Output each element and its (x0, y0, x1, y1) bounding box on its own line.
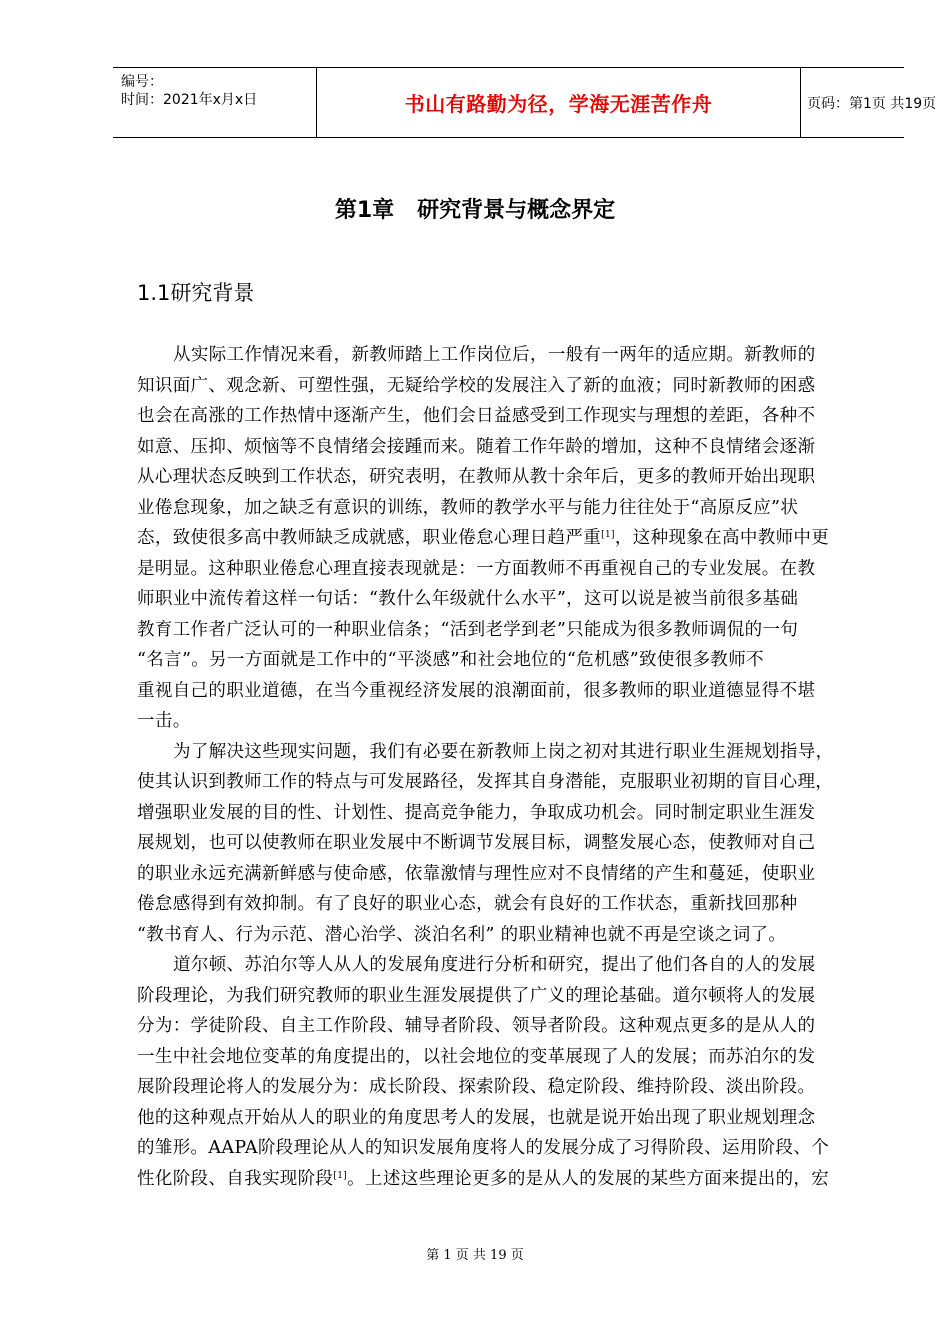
body-line-text: 倦怠感得到有效抑制。有了良好的职业心态，就会有良好的工作状态，重新找回那种 (137, 894, 798, 914)
body-line-text: 使其认识到教师工作的特点与可发展路径，发挥其自身潜能，克服职业初期的盲目心理， (137, 772, 834, 792)
body-line (137, 584, 883, 615)
body-line-text: 的职业永远充满新鲜感与使命感，依靠激情与理性应对不良情绪的产生和蔓延，使职业 (137, 863, 816, 884)
body-line-text: 道尔顿、苏泊尔等人从人的发展角度进行分析和研究，提出了他们各自的人的发展 (173, 955, 816, 975)
body-line-text: 如意、压抑、烦恼等不良情绪会接踵而来。随着工作年龄的增加，这种不良情绪会逐渐 (137, 436, 816, 457)
body-line-text: “教书育人、行为示范、潜心治学、淡泊名利” 的职业精神也就不再是空谈之词了。 (137, 924, 787, 945)
body-line (137, 706, 883, 737)
document-number-label: 编号： (121, 74, 163, 90)
body-line (137, 1103, 883, 1134)
body-line-text: 展规划，也可以使教师在职业发展中不断调节发展目标，调整发展心态，使教师对自己 (137, 833, 816, 853)
body-line (137, 920, 883, 951)
body-line (137, 950, 883, 981)
body-text (137, 340, 883, 1194)
body-line-text: 业倦怠现象，加之缺乏有意识的训练，教师的教学水平与能力往往处于“高原反应”状 (137, 497, 799, 518)
body-line (137, 340, 883, 371)
body-line-text: 教育工作者广泛认可的一种职业信条；“活到老学到老”只能成为很多教师调侃的一句 (137, 619, 799, 640)
body-line-text: “名言”。另一方面就是工作中的“平淡感”和社会地位的“危机感”致使很多教师不 (137, 650, 764, 670)
document-time-label: 时间：2021年x月x日 (121, 92, 258, 108)
body-line (137, 432, 883, 463)
page-footer: 第 1 页 共 19 页 (426, 1248, 524, 1263)
chapter-title: 第1章 研究背景与概念界定 (334, 198, 616, 223)
body-line-text-after: 。上述这些理论更多的是从人的发展的某些方面来提出的，宏 (347, 1168, 830, 1189)
header-page-cell (801, 68, 937, 137)
citation-superscript: [1] (601, 530, 615, 540)
body-line-text: 是明显。这种职业倦怠心理直接表现就是：一方面教师不再重视自己的专业发展。在教 (137, 558, 816, 579)
body-line (137, 371, 883, 402)
body-line (137, 1164, 883, 1195)
body-line (137, 645, 883, 676)
body-line-text: 也会在高涨的工作热情中逐渐产生，他们会日益感受到工作现实与理想的差距，各种不 (137, 406, 816, 426)
header-motto-cell (316, 68, 801, 137)
body-line (137, 493, 883, 524)
body-line (137, 767, 883, 798)
body-line-text: 他的这种观点开始从人的职业的角度思考人的发展，也就是说开始出现了职业规划理念 (137, 1107, 816, 1128)
body-line-text: 为了解决这些现实问题，我们有必要在新教师上岗之初对其进行职业生涯规划指导， (173, 741, 834, 762)
body-line-text: 态，致使很多高中教师缺乏成就感，职业倦怠心理日趋严重 (137, 528, 602, 548)
body-line-text-after: ，这种现象在高中教师中更 (614, 528, 830, 548)
body-line-text: 从实际工作情况来看，新教师踏上工作岗位后，一般有一两年的适应期。新教师的 (173, 345, 816, 365)
body-line-text: 的雏形。AAPA阶段理论从人的知识发展角度将人的发展分成了习得阶段、运用阶段、个 (137, 1138, 830, 1158)
body-line (137, 523, 883, 554)
body-line-text: 一生中社会地位变革的角度提出的，以社会地位的变革展现了人的发展；而苏泊尔的发 (137, 1046, 816, 1067)
body-line (137, 859, 883, 890)
body-line-text: 从心理状态反映到工作状态，研究表明，在教师从教十余年后，更多的教师开始出现职 (137, 467, 816, 487)
body-line (137, 828, 883, 859)
body-line (137, 737, 883, 768)
body-line (137, 554, 883, 585)
body-line (137, 1072, 883, 1103)
body-line (137, 798, 883, 829)
body-line (137, 981, 883, 1012)
body-line-text: 增强职业发展的目的性、计划性、提高竞争能力，争取成功机会。同时制定职业生涯发 (137, 802, 816, 823)
section-title: 1.1研究背景 (137, 281, 255, 305)
citation-superscript: [1] (333, 1170, 348, 1181)
body-line (137, 1011, 883, 1042)
body-line (137, 1133, 883, 1164)
body-line (137, 615, 883, 646)
body-line-text: 知识面广、观念新、可塑性强，无疑给学校的发展注入了新的血液；同时新教师的困惑 (137, 375, 816, 396)
body-line (137, 401, 883, 432)
header-page-code: 页码：第1页 共19页 (807, 95, 937, 112)
body-line-text: 一击。 (137, 711, 191, 731)
body-line (137, 676, 883, 707)
header-meta-cell (113, 68, 316, 137)
body-line (137, 889, 883, 920)
body-line-text: 师职业中流传着这样一句话：“教什么年级就什么水平”，这可以说是被当前很多基础 (137, 589, 799, 609)
header-motto: 书山有路勤为径，学海无涯苦作舟 (404, 92, 713, 116)
document-header-table (113, 67, 937, 138)
body-line (137, 462, 883, 493)
body-line-text: 重视自己的职业道德，在当今重视经济发展的浪潮面前，很多教师的职业道德显得不堪 (137, 680, 816, 701)
body-line-text: 性化阶段、自我实现阶段 (137, 1168, 334, 1189)
body-line-text: 展阶段理论将人的发展分为：成长阶段、探索阶段、稳定阶段、维持阶段、淡出阶段。 (137, 1077, 816, 1097)
body-line-text: 分为：学徒阶段、自主工作阶段、辅导者阶段、领导者阶段。这种观点更多的是从人的 (137, 1016, 816, 1036)
body-line-text: 阶段理论，为我们研究教师的职业生涯发展提供了广义的理论基础。道尔顿将人的发展 (137, 985, 816, 1006)
body-line (137, 1042, 883, 1073)
